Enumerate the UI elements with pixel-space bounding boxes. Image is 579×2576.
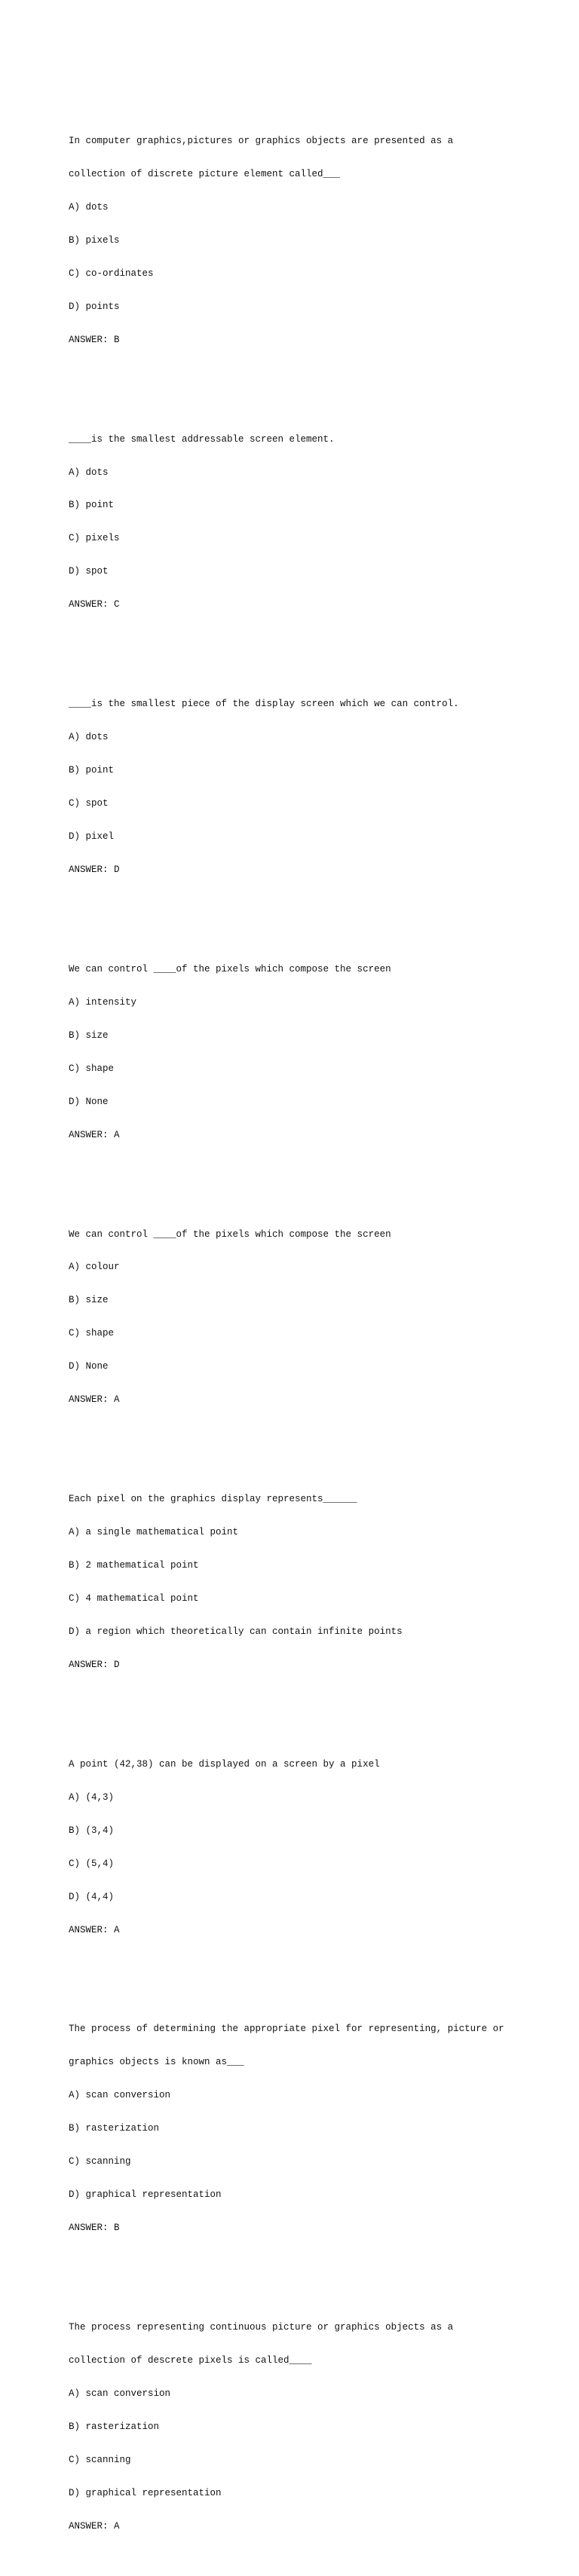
option-d: D) (4,4) (69, 1891, 115, 1902)
question-text: The process of determining the appropriate pixel for representing, picture or (69, 2024, 504, 2035)
answer-line: ANSWER: D (69, 1659, 120, 1670)
answer-line: ANSWER: B (69, 334, 120, 345)
option-c: C) shape (69, 1328, 115, 1339)
option-d: D) graphical representation (69, 2189, 222, 2201)
answer-line: ANSWER: A (69, 1394, 120, 1406)
option-b: B) pixels (69, 234, 120, 246)
question-text: ____is the smallest piece of the display screen which we can control. (69, 699, 459, 710)
question-text: A point (42,38) can be displayed on a screen by a pixel (69, 1758, 380, 1770)
question-block (69, 1737, 559, 1958)
option-b: B) (3,4) (69, 1825, 115, 1836)
option-b: B) size (69, 1029, 109, 1041)
question-text: collection of descrete pixels is called____ (69, 2355, 312, 2366)
option-a: A) colour (69, 1262, 120, 1273)
question-block (69, 942, 559, 1163)
answer-line: ANSWER: A (69, 1129, 120, 1140)
option-b: B) point (69, 765, 115, 776)
option-c: C) scanning (69, 2156, 131, 2168)
question-block (69, 2002, 559, 2256)
question-block (69, 2300, 559, 2554)
option-a: A) dots (69, 732, 109, 743)
option-c: C) pixels (69, 533, 120, 544)
answer-line: ANSWER: B (69, 2223, 120, 2234)
question-block (69, 677, 559, 898)
answer-line: ANSWER: A (69, 1924, 120, 1935)
option-d: D) a region which theoretically can contain infinite points (69, 1626, 403, 1637)
option-c: C) shape (69, 1063, 115, 1074)
option-a: A) a single mathematical point (69, 1527, 239, 1538)
option-d: D) spot (69, 566, 109, 577)
option-d: D) graphical representation (69, 2487, 222, 2498)
option-d: D) pixel (69, 831, 115, 843)
option-a: A) intensity (69, 996, 137, 1008)
option-a: A) scan conversion (69, 2388, 171, 2399)
option-c: C) (5,4) (69, 1858, 115, 1869)
option-b: B) 2 mathematical point (69, 1560, 199, 1571)
document-page (69, 69, 559, 2576)
option-c: C) spot (69, 798, 109, 809)
question-text: In computer graphics,pictures or graphics objects are presented as a (69, 135, 454, 146)
option-c: C) co-ordinates (69, 268, 154, 279)
answer-line: ANSWER: A (69, 2520, 120, 2532)
question-block (69, 114, 559, 368)
question-block (69, 411, 559, 632)
option-c: C) 4 mathematical point (69, 1593, 199, 1605)
option-b: B) rasterization (69, 2421, 160, 2432)
question-text: The process representing continuous picture or graphics objects as a (69, 2322, 454, 2333)
option-a: A) dots (69, 467, 109, 478)
question-text: We can control ____of the pixels which compose the screen (69, 1228, 391, 1240)
option-a: A) scan conversion (69, 2090, 171, 2101)
option-a: A) dots (69, 201, 109, 213)
option-d: D) None (69, 1361, 109, 1372)
question-text: We can control ____of the pixels which compose the screen (69, 963, 391, 974)
option-b: B) point (69, 500, 115, 511)
question-block (69, 1472, 559, 1693)
answer-line: ANSWER: D (69, 864, 120, 875)
answer-line: ANSWER: C (69, 599, 120, 610)
question-text: Each pixel on the graphics display represents______ (69, 1494, 357, 1505)
option-b: B) size (69, 1295, 109, 1306)
question-text: ____is the smallest addressable screen element. (69, 433, 335, 445)
option-c: C) scanning (69, 2454, 131, 2465)
question-text: collection of discrete picture element called___ (69, 168, 341, 179)
option-d: D) None (69, 1096, 109, 1107)
option-a: A) (4,3) (69, 1791, 115, 1803)
option-b: B) rasterization (69, 2123, 160, 2134)
option-d: D) points (69, 301, 120, 312)
question-text: graphics objects is known as___ (69, 2057, 244, 2068)
question-block (69, 1207, 559, 1427)
